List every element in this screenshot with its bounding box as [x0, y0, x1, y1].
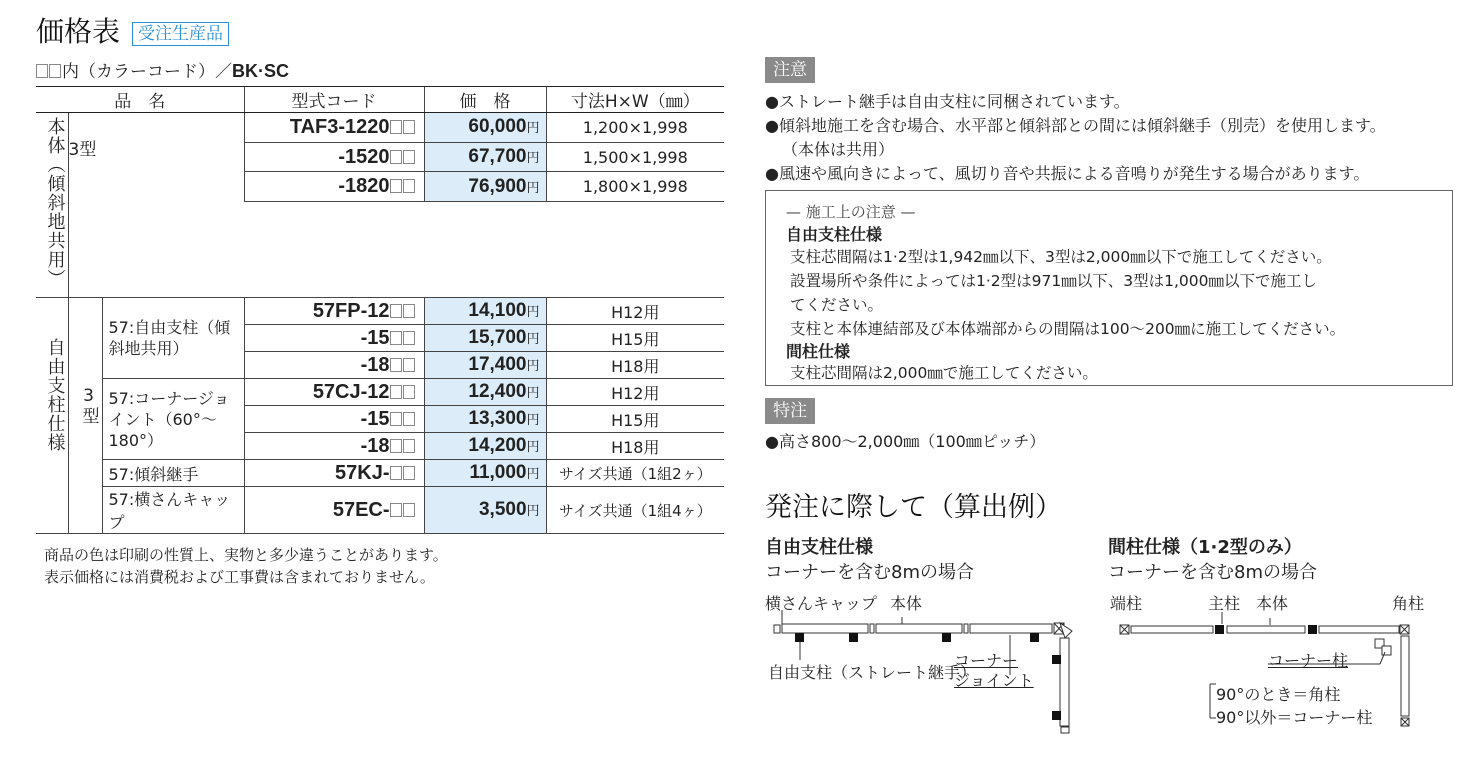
- size-value: H15用: [546, 406, 724, 433]
- table-row: 57:傾斜継手 57KJ- 11,000円 サイズ共通（1組2ヶ）: [36, 460, 724, 487]
- size-value: 1,500×1,998: [546, 142, 724, 172]
- price-value: 60,000: [468, 116, 527, 138]
- model-code: -18: [360, 353, 390, 376]
- model-code: -15: [360, 326, 390, 349]
- corner-joint-label: コーナー: [954, 651, 1019, 670]
- table-header-row: [36, 87, 724, 113]
- model-code: 57KJ-: [335, 461, 390, 484]
- main-post-label: 主柱: [1208, 594, 1241, 613]
- item-name: 57:横さんキャップ: [102, 487, 244, 534]
- free-post-example-title: 自由支柱仕様: [765, 537, 873, 558]
- table-row: -1820 76,900円 1,800×1,998: [36, 172, 724, 202]
- corner-post-top-label: 角柱: [1392, 594, 1425, 613]
- post-group-label: 自由支柱仕様: [36, 298, 68, 534]
- page-title: 価格表: [36, 15, 121, 48]
- table-row: -18 14,200円 H18用: [36, 433, 724, 460]
- size-value: サイズ共通（1組2ヶ）: [546, 460, 724, 487]
- construction-title: — 施工上の注意 —: [786, 203, 916, 221]
- color-code-line: [36, 60, 289, 83]
- body-spacer: [244, 202, 724, 298]
- inter-post-title: 間柱仕様: [786, 342, 851, 361]
- color-code-prefix: 内（カラーコード）／: [62, 62, 232, 82]
- size-value: 1,200×1,998: [546, 113, 724, 143]
- construction-line: 設置場所や条件によっては1·2型は971㎜以下、3型は1,000㎜以下で施工し: [790, 272, 1317, 290]
- table-row: 57:コーナージョイント（60°～180°） 57CJ-12 12,400円 H12用: [36, 379, 724, 406]
- model-code: TAF3-1220: [289, 115, 390, 138]
- free-post-title: 自由支柱仕様: [786, 225, 883, 244]
- note-item: （本体は共用）: [782, 140, 895, 159]
- post-type-label: 3型: [68, 298, 102, 534]
- col-header-code: 型式コード: [244, 87, 424, 113]
- size-value: H18用: [546, 352, 724, 379]
- price-value: 11,000: [469, 462, 527, 483]
- model-code: 57CJ-12: [312, 380, 390, 403]
- cap-label: 横さんキャップ: [765, 594, 878, 613]
- corner-post-label: コーナー柱: [1268, 651, 1349, 670]
- color-code-value: BK·SC: [232, 61, 289, 81]
- table-row: -18 17,400円 H18用: [36, 352, 724, 379]
- angle-note: 90°のとき＝角柱: [1216, 685, 1341, 704]
- construction-line: 支柱芯間隔は1·2型は1,942㎜以下、3型は2,000㎜以下で施工してください。: [790, 248, 1332, 266]
- corner-joint-label: ジョイント: [954, 671, 1034, 690]
- ordering-title: 発注に際して（算出例）: [765, 492, 1062, 523]
- notes-label: 注意: [765, 57, 815, 83]
- size-value: H18用: [546, 433, 724, 460]
- price-value: 67,700: [468, 146, 527, 168]
- item-name: 57:傾斜継手: [102, 460, 244, 487]
- price-value: 3,500: [478, 499, 527, 520]
- note-item: ●風速や風向きによって、風切り音や共振による音鳴りが発生する場合があります。: [765, 164, 1370, 183]
- footnote: 表示価格には消費税および工事費は含まれておりません。: [44, 568, 435, 586]
- model-code: 57FP-12: [312, 299, 390, 322]
- table-row: -1520 67,700円 1,500×1,998: [36, 142, 724, 172]
- inter-post-example-title: 間柱仕様（1·2型のみ）: [1108, 537, 1302, 558]
- body-type-label: 3型: [68, 113, 244, 298]
- made-to-order-badge: 受注生産品: [132, 22, 229, 46]
- body-group-label: 本体（傾斜地共用）: [36, 113, 68, 298]
- table-row: -15 15,700円 H15用: [36, 325, 724, 352]
- model-code: -15: [360, 407, 390, 430]
- table-row: 自由支柱仕様 3型 57:自由支柱（傾斜地共用） 57FP-12 14,100円 H12用: [36, 298, 724, 325]
- price-value: 14,100: [468, 300, 527, 321]
- price-value: 76,900: [468, 175, 527, 197]
- angle-note: 90°以外＝コーナー柱: [1216, 708, 1373, 727]
- col-header-name: 品 名: [36, 87, 244, 113]
- footnote: 商品の色は印刷の性質上、実物と多少違うことがあります。: [44, 546, 448, 564]
- model-code: -1820: [338, 175, 390, 198]
- model-code: -1520: [338, 145, 390, 168]
- col-header-price: 価 格: [424, 87, 546, 113]
- inter-body-label: 本体: [1256, 594, 1289, 613]
- free-post-example-desc: コーナーを含む8mの場合: [765, 562, 974, 583]
- price-value: 12,400: [468, 381, 527, 402]
- price-table: [36, 86, 724, 534]
- model-code: -18: [360, 434, 390, 457]
- size-value: 1,800×1,998: [546, 172, 724, 202]
- construction-line: てください。: [790, 296, 884, 314]
- free-post-label: 自由支柱（ストレート継手）: [768, 663, 977, 682]
- price-value: 17,400: [468, 354, 527, 375]
- note-item: ●傾斜地施工を含む場合、水平部と傾斜部との間には傾斜継手（別売）を使用します。: [765, 116, 1386, 135]
- note-item: ●ストレート継手は自由支柱に同梱されています。: [765, 92, 1130, 111]
- price-value: 13,300: [468, 408, 527, 429]
- special-order-label: 特注: [765, 398, 815, 424]
- item-name: 57:自由支柱（傾斜地共用）: [102, 298, 244, 379]
- special-order-text: ●高さ800～2,000㎜（100㎜ピッチ）: [765, 432, 1046, 451]
- price-value: 15,700: [468, 327, 527, 348]
- color-code-box-icon: [36, 64, 48, 78]
- price-value: 14,200: [468, 435, 527, 456]
- inter-post-example-desc: コーナーを含む8mの場合: [1108, 562, 1317, 583]
- construction-notes-box: [765, 190, 1453, 386]
- col-header-size: 寸法H×W（㎜）: [546, 87, 724, 113]
- size-value: H15用: [546, 325, 724, 352]
- construction-line: 支柱芯間隔は2,000㎜で施工してください。: [790, 364, 1098, 382]
- body-label: 本体: [890, 594, 923, 613]
- size-value: H12用: [546, 298, 724, 325]
- color-code-box-icon: [49, 64, 61, 78]
- end-post-label: 端柱: [1110, 594, 1143, 613]
- size-value: サイズ共通（1組4ヶ）: [546, 487, 724, 534]
- item-name: 57:コーナージョイント（60°～180°）: [102, 379, 244, 460]
- table-row: -15 13,300円 H15用: [36, 406, 724, 433]
- table-row: 57:横さんキャップ 57EC- 3,500円 サイズ共通（1組4ヶ）: [36, 487, 724, 534]
- table-row: 本体（傾斜地共用） 3型 TAF3-1220 60,000円 1,200×1,998: [36, 113, 724, 143]
- construction-line: 支柱と本体連結部及び本体端部からの間隔は100～200㎜に施工してください。: [790, 320, 1346, 338]
- model-code: 57EC-: [332, 498, 390, 521]
- size-value: H12用: [546, 379, 724, 406]
